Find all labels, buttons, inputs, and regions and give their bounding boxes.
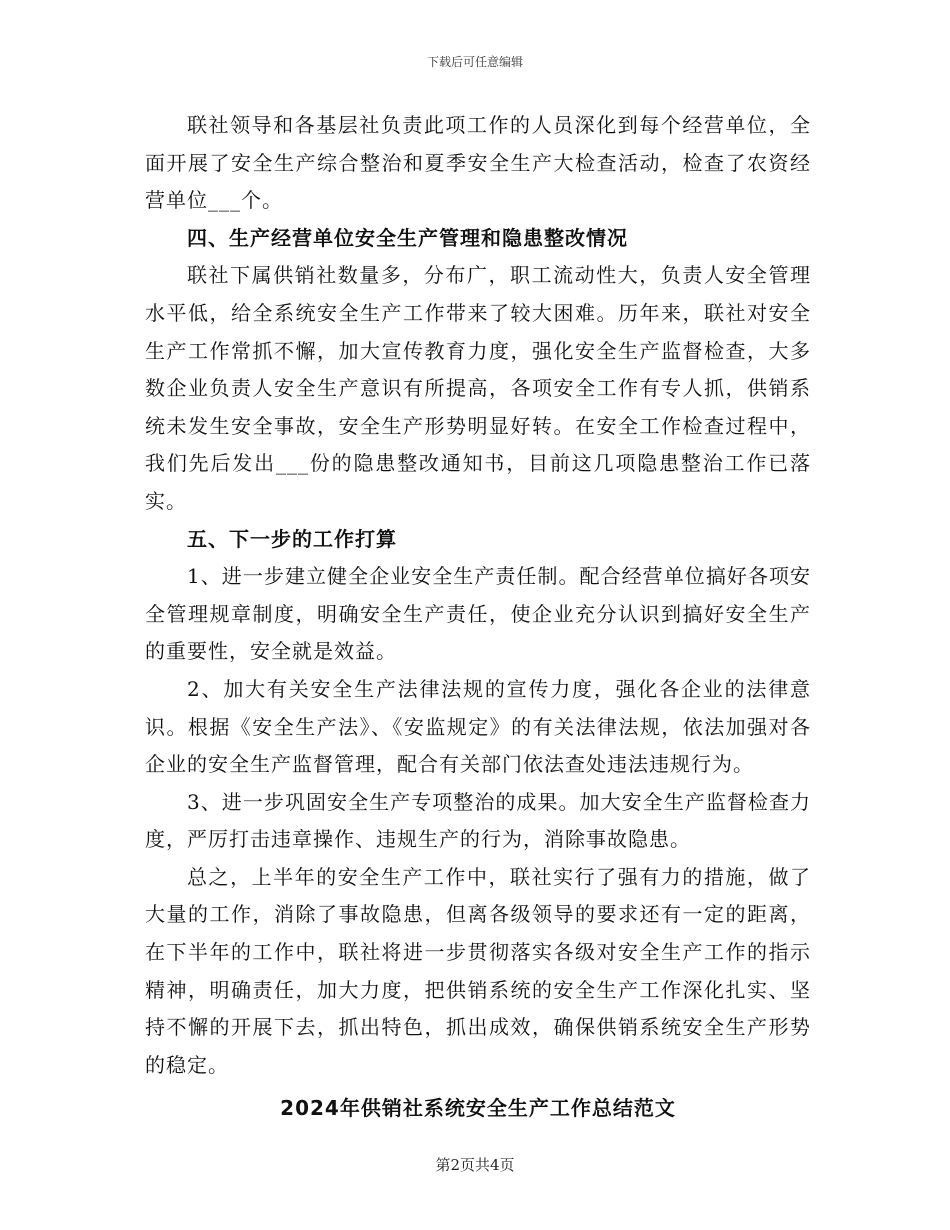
paragraph-inspection: 联社领导和各基层社负责此项工作的人员深化到每个经营单位，全面开展了安全生产综合整治和夏季安全生产大检查活动，检查了农资经营单位___个。 (145, 113, 811, 213)
paragraph-hazard-rectification: 联社下属供销社数量多，分布广，职工流动性大，负责人安全管理水平低，给全系统安全生产工作带来了较大困难。历年来，联社对安全生产工作常抓不懈，加大宣传教育力度，强化安全生产监督检查，大多数企业负责人安全生产意识有所提高，各项安全工作有专人抓，供销系统未发生安全事故，安全生产形势明显好转。在安全工作检查过程中，我们先后发出___份的隐患整改通知书，目前这几项隐患整治工作已落实。 (145, 263, 811, 513)
section-heading-5: 五、下一步的工作打算 (187, 526, 397, 551)
page-footer: 第2页共4页 (435, 1156, 515, 1174)
document-body (145, 107, 811, 1128)
paragraph-summary: 总之，上半年的安全生产工作中，联社实行了强有力的措施，做了大量的工作，消除了事故隐患，但离各级领导的要求还有一定的距离，在下半年的工作中，联社将进一步贯彻落实各级对安全生产工作的指示精神，明确责任，加大力度，把供销系统的安全生产工作深化扎实、坚持不懈的开展下去，抓出特色，抓出成效，确保供销系统安全生产形势的稳定。 (145, 864, 811, 1077)
list-item-2: 2、加大有关安全生产法律法规的宣传力度，强化各企业的法律意识。根据《安全生产法》、《安监规定》的有关法律法规，依法加强对各企业的安全生产监督管理，配合有关部门依法查处违法违规行为。 (145, 676, 811, 777)
section-heading-4: 四、生产经营单位安全生产管理和隐患整改情况 (187, 225, 628, 250)
list-item-3: 3、进一步巩固安全生产专项整治的成果。加大安全生产监督检查力度，严厉打击违章操作、违规生产的行为，消除事故隐患。 (145, 789, 811, 852)
next-document-title: 2024年供销社系统安全生产工作总结范文 (280, 1096, 676, 1121)
list-item-1: 1、进一步建立健全企业安全生产责任制。配合经营单位搞好各项安全管理规章制度，明确安全生产责任，使企业充分认识到搞好安全生产的重要性，安全就是效益。 (145, 564, 811, 664)
page-header: 下载后可任意编辑 (426, 55, 523, 69)
